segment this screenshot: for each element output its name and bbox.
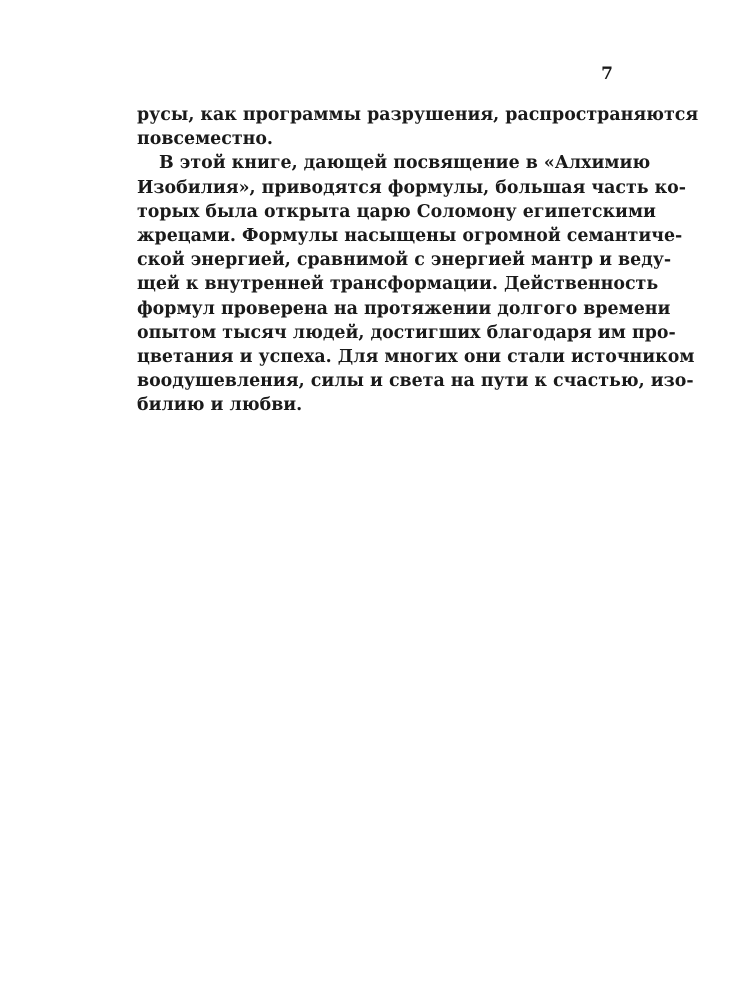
text-line: ской энергией, сравнимой с энергией мантр и веду-: [137, 250, 672, 271]
text-line: торых была открыта царю Соломону египетскими: [137, 201, 656, 222]
text-line: цветания и успеха. Для многих они стали источником: [137, 347, 695, 368]
text-line: Изобилия», приводятся формулы, большая часть ко-: [137, 177, 686, 198]
text-line: воодушевления, силы и света на пути к счастью, изо-: [137, 371, 694, 392]
text-line: жрецами. Формулы насыщены огромной семантиче-: [137, 226, 683, 247]
text-line: В этой книге, дающей посвящение в «Алхимию: [159, 153, 651, 174]
page-number: 7: [601, 64, 613, 84]
text-line: опытом тысяч людей, достигших благодаря им про-: [137, 322, 676, 343]
body-text: [137, 103, 699, 418]
text-line: щей к внутренней трансформации. Действенность: [137, 274, 659, 295]
text-line: русы, как программы разрушения, распространяются: [137, 105, 699, 125]
text-line: билию и любви.: [137, 395, 303, 416]
text-line: повсеместно.: [137, 129, 273, 150]
text-line: формул проверена на протяжении долгого времени: [137, 298, 671, 319]
